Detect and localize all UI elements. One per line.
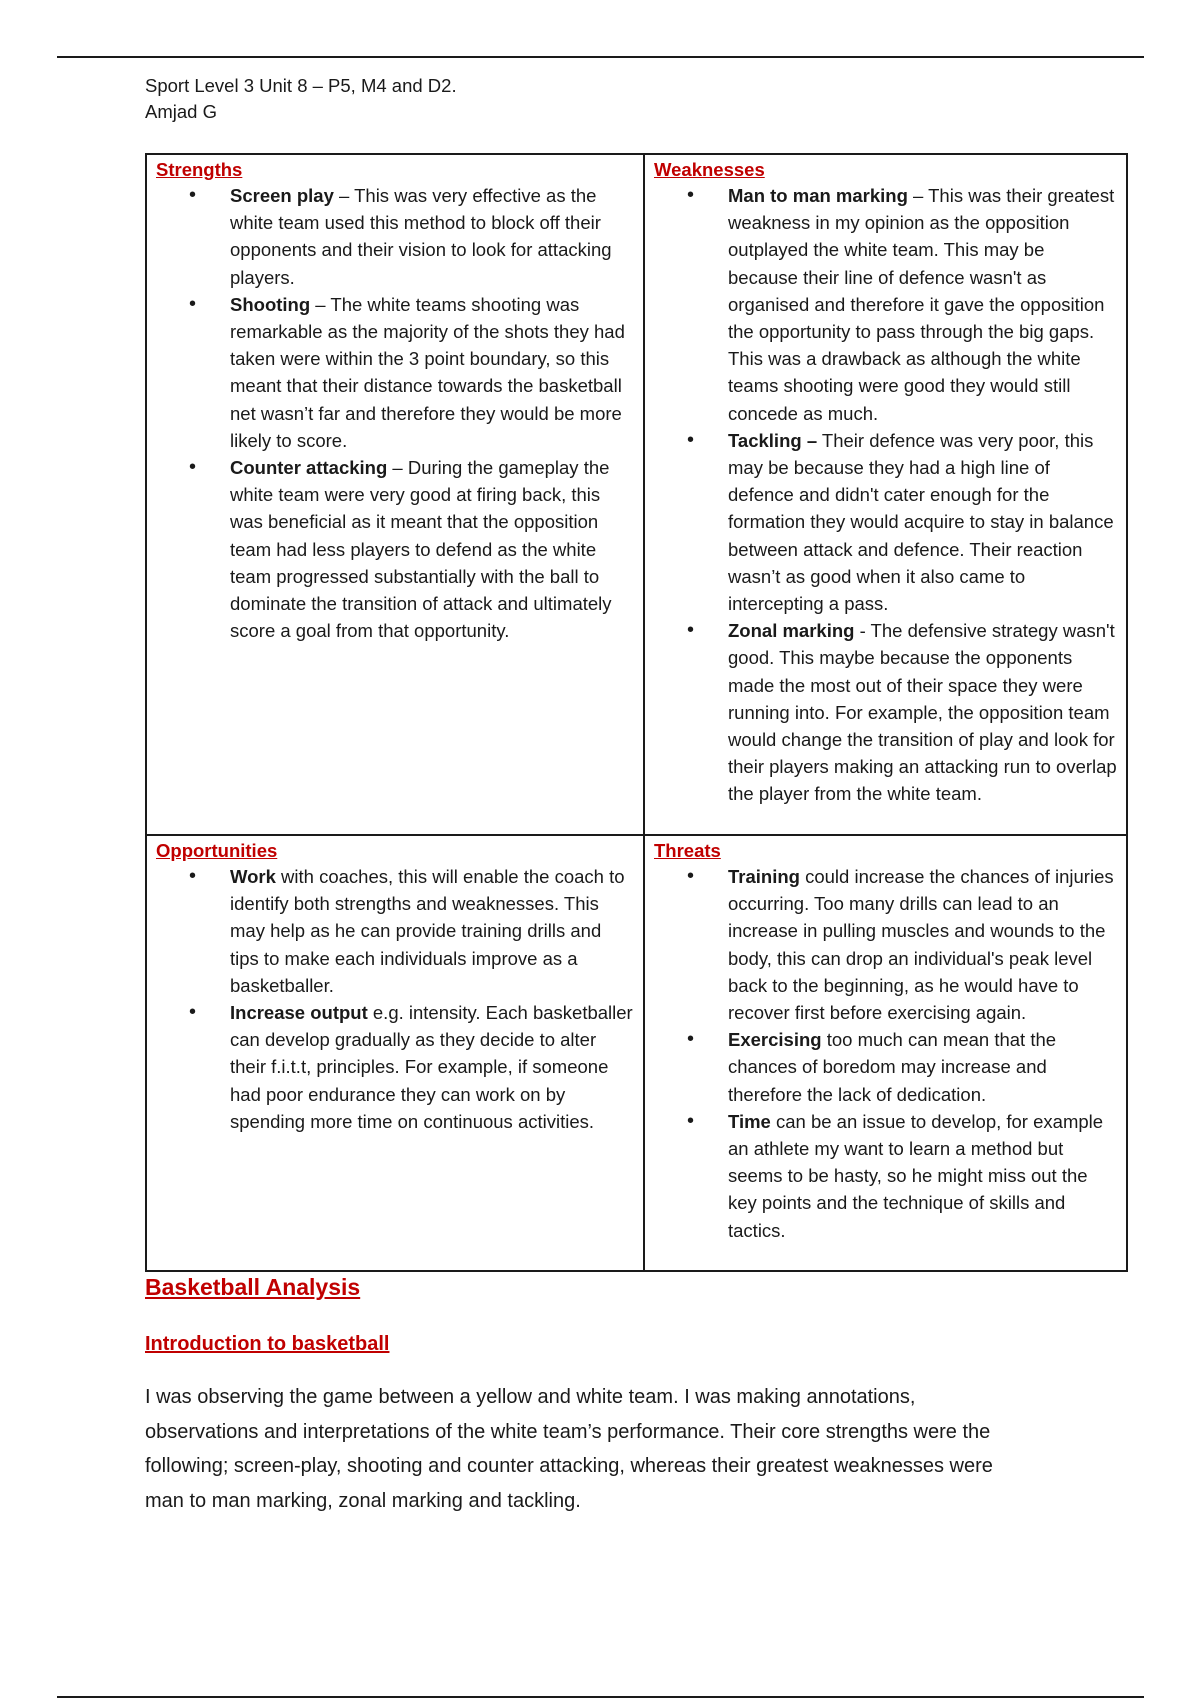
- item-term: Counter attacking: [230, 457, 388, 479]
- document-header: [145, 73, 457, 125]
- list-item: [645, 182, 1126, 427]
- intro-paragraph: I was observing the game between a yellow and white team. I was making annotations, observations and interpretations of the white team’s performance. Their core strengths were the following; screen-play, shooting and counter attacking, whereas their greatest weaknesses were man to man marking, zonal marking and tackling.: [145, 1386, 993, 1512]
- item-term: Zonal marking: [728, 620, 855, 642]
- item-text: – During the gameplay the white team were very good at firing back, this was beneficial as it meant that the opposition team had less players to defend as the white team progressed substantially with the ball to dominate the transition of attack and ultimately score a goal from that opportunity.: [230, 457, 612, 642]
- list-item: [147, 863, 643, 999]
- item-term: Time: [728, 1110, 771, 1132]
- swot-table: [145, 153, 1128, 1272]
- strengths-title: Strengths: [156, 159, 243, 180]
- item-text: – This was very effective as the white team used this method to block off their opponents and their vision to look for attacking players.: [230, 185, 612, 288]
- bullet-icon: •: [189, 292, 197, 315]
- bullet-icon: •: [687, 1028, 695, 1051]
- item-term: Increase output: [230, 1002, 368, 1024]
- bullet-icon: •: [687, 184, 695, 206]
- item-term: Tackling –: [728, 429, 818, 451]
- bullet-icon: •: [687, 865, 695, 887]
- item-text: - The defensive strategy wasn't good. This maybe because the opponents made the most out of their space they were running into. For example, the opposition team would change the transition of play and look for their players making an attacking run to overlap the player from the white team.: [728, 620, 1117, 805]
- list-item: [645, 617, 1126, 807]
- item-term: Work: [230, 866, 276, 887]
- strengths-list: [147, 182, 643, 644]
- list-item: [645, 427, 1126, 617]
- header-author-line: Amjad G: [145, 101, 217, 122]
- list-item: [147, 182, 643, 291]
- threats-cell: [644, 835, 1127, 1271]
- item-term: Training: [728, 866, 800, 887]
- item-text: could increase the chances of injuries occurring. Too many drills can lead to an increase in pulling muscles and wounds to the body, this can drop an individual's peak level back to the beginning, as he would have to recover first before exercising again.: [728, 866, 1114, 1024]
- item-term: Shooting: [230, 293, 311, 315]
- opportunities-list: [147, 863, 643, 1135]
- bullet-icon: •: [189, 865, 197, 887]
- opportunities-cell: [146, 835, 644, 1271]
- item-term: Screen play: [230, 185, 334, 206]
- bullet-icon: •: [687, 428, 695, 451]
- item-text: too much can mean that the chances of boredom may increase and therefore the lack of dedication.: [728, 1029, 1057, 1105]
- threats-list: [645, 863, 1126, 1244]
- intro-heading: Introduction to basketball: [145, 1333, 390, 1355]
- bullet-icon: •: [189, 184, 197, 206]
- bullet-icon: •: [189, 456, 197, 479]
- header-course-line: Sport Level 3 Unit 8 – P5, M4 and D2.: [145, 75, 457, 96]
- threats-title: Threats: [654, 840, 721, 861]
- item-term: Exercising: [728, 1029, 822, 1051]
- list-item: [645, 863, 1126, 1026]
- list-item: [147, 291, 643, 454]
- bottom-rule: [57, 1696, 1144, 1698]
- opportunities-title: Opportunities: [156, 840, 278, 861]
- strengths-cell: [146, 154, 644, 835]
- item-text: e.g. intensity. Each basketballer can develop gradually as they decide to alter their f.i.t.t, principles. For example, if someone had poor endurance they can work on by spending more time on continuous activities.: [230, 1002, 633, 1132]
- item-text: – This was their greatest weakness in my opinion as the opposition outplayed the white team. This may be because their line of defence wasn't as organised and therefore it gave the opposition the opportunity to pass through the big gaps. This was a drawback as although the white teams shooting were good they would still concede as much.: [728, 185, 1115, 424]
- weaknesses-list: [645, 182, 1126, 808]
- list-item: [645, 1026, 1126, 1108]
- bullet-icon: •: [189, 1001, 197, 1024]
- list-item: [147, 454, 643, 644]
- item-text: – The white teams shooting was remarkable as the majority of the shots they had taken were within the 3 point boundary, so this meant that their distance towards the basketball net wasn’t far and therefore they would be more likely to score.: [230, 293, 625, 451]
- item-text: with coaches, this will enable the coach to identify both strengths and weaknesses. This may help as he can provide training drills and tips to make each individuals improve as a basketballer.: [230, 866, 625, 996]
- list-item: [147, 999, 643, 1135]
- bullet-icon: •: [687, 1109, 695, 1132]
- weaknesses-title: Weaknesses: [654, 159, 765, 180]
- top-rule: [57, 56, 1144, 58]
- analysis-heading: Basketball Analysis: [145, 1274, 361, 1300]
- bullet-icon: •: [687, 619, 695, 642]
- item-term: Man to man marking: [728, 185, 908, 206]
- item-text: Their defence was very poor, this may be because they had a high line of defence and didn't cater enough for the formation they would acquire to stay in balance between attack and defence. Their reaction wasn’t as good when it also came to intercepting a pass.: [728, 429, 1114, 615]
- weaknesses-cell: [644, 154, 1127, 835]
- item-text: can be an issue to develop, for example an athlete my want to learn a method but seems to be hasty, so he might miss out the key points and the technique of skills and tactics.: [728, 1110, 1104, 1241]
- list-item: [645, 1108, 1126, 1244]
